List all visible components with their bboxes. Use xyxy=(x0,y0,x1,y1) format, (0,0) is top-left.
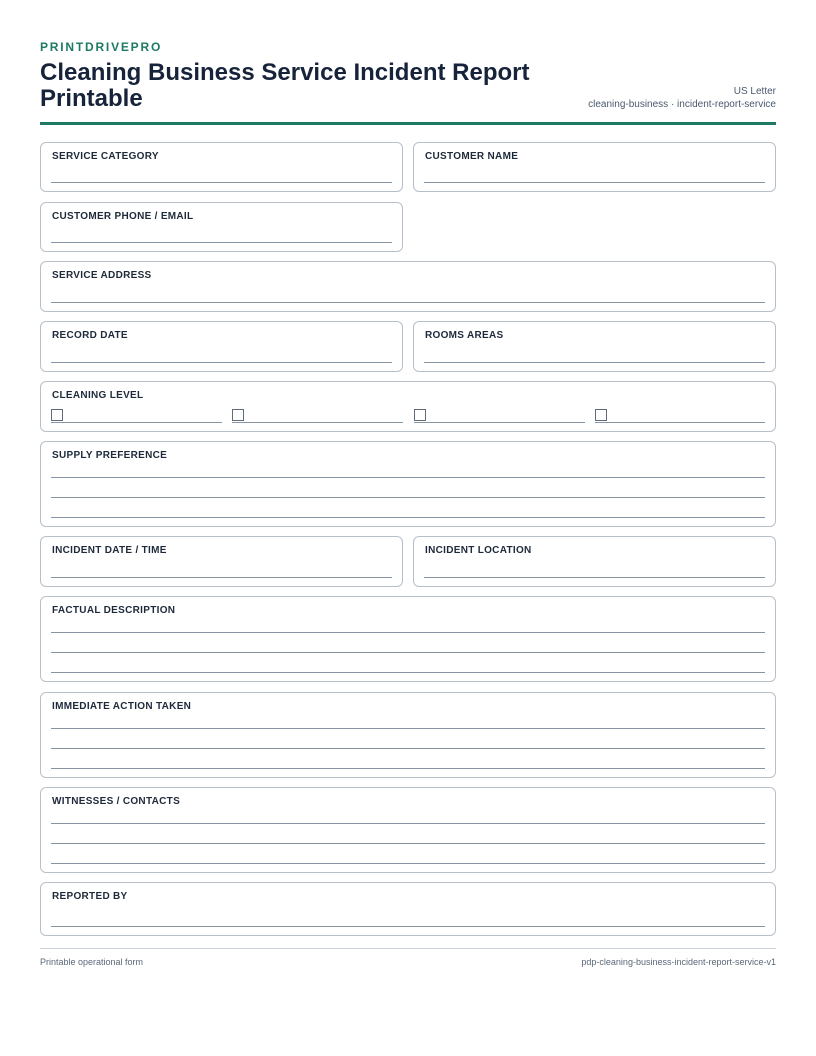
option-line xyxy=(51,422,222,423)
cleaning-level-option-3 xyxy=(414,409,585,423)
cleaning-level-option-4 xyxy=(595,409,765,423)
checkbox[interactable] xyxy=(595,409,607,421)
supply-preference-field xyxy=(40,441,776,527)
record-date-field xyxy=(40,321,403,372)
customer-contact-label: CUSTOMER PHONE / EMAIL xyxy=(52,211,194,222)
cleaning-level-field xyxy=(40,381,776,432)
incident-datetime-field xyxy=(40,536,403,587)
rooms-areas-input-line[interactable] xyxy=(424,362,765,363)
incident-datetime-input-line[interactable] xyxy=(51,577,392,578)
checkbox[interactable] xyxy=(232,409,244,421)
factual-description-line-1[interactable] xyxy=(51,632,765,633)
witnesses-line-2[interactable] xyxy=(51,843,765,844)
supply-preference-line-2[interactable] xyxy=(51,497,765,498)
cleaning-level-label: CLEANING LEVEL xyxy=(52,390,144,401)
cleaning-level-option-1 xyxy=(51,409,222,423)
immediate-action-line-3[interactable] xyxy=(51,768,765,769)
incident-location-label: INCIDENT LOCATION xyxy=(425,545,532,556)
option-line xyxy=(232,422,403,423)
factual-description-line-2[interactable] xyxy=(51,652,765,653)
brand-logo: PRINTDRIVEPRO xyxy=(40,40,163,54)
service-address-input-line[interactable] xyxy=(51,302,765,303)
form-id: pdp-cleaning-business-incident-report-service-v1 xyxy=(581,957,776,967)
incident-location-input-line[interactable] xyxy=(424,577,765,578)
immediate-action-line-1[interactable] xyxy=(51,728,765,729)
page-title: Cleaning Business Service Incident Report Printable xyxy=(40,59,530,112)
supply-preference-label: SUPPLY PREFERENCE xyxy=(52,450,168,461)
rooms-areas-field xyxy=(413,321,776,372)
customer-name-label: CUSTOMER NAME xyxy=(425,151,519,162)
customer-name-field xyxy=(413,142,776,192)
record-date-input-line[interactable] xyxy=(51,362,392,363)
cleaning-level-option-2 xyxy=(232,409,403,423)
reported-by-field xyxy=(40,882,776,936)
factual-description-label: FACTUAL DESCRIPTION xyxy=(52,605,176,616)
footer-note: Printable operational form xyxy=(40,957,144,967)
factual-description-line-3[interactable] xyxy=(51,672,765,673)
witnesses-label: WITNESSES / CONTACTS xyxy=(52,796,181,807)
incident-datetime-label: INCIDENT DATE / TIME xyxy=(52,545,167,556)
reported-by-input-line[interactable] xyxy=(51,926,765,927)
immediate-action-label: IMMEDIATE ACTION TAKEN xyxy=(52,701,192,712)
document-meta xyxy=(588,85,776,111)
footer-rule xyxy=(40,948,776,949)
supply-preference-line-3[interactable] xyxy=(51,517,765,518)
incident-location-field xyxy=(413,536,776,587)
witnesses-field xyxy=(40,787,776,873)
rooms-areas-label: ROOMS AREAS xyxy=(425,330,504,341)
option-line xyxy=(414,422,585,423)
customer-contact-input-line[interactable] xyxy=(51,242,392,243)
option-line xyxy=(595,422,765,423)
service-address-field xyxy=(40,261,776,312)
service-address-label: SERVICE ADDRESS xyxy=(52,270,152,281)
witnesses-line-3[interactable] xyxy=(51,863,765,864)
checkbox[interactable] xyxy=(51,409,63,421)
service-category-input-line[interactable] xyxy=(51,182,392,183)
customer-name-input-line[interactable] xyxy=(424,182,765,183)
checkbox[interactable] xyxy=(414,409,426,421)
service-category-field xyxy=(40,142,403,192)
supply-preference-line-1[interactable] xyxy=(51,477,765,478)
document-tags: cleaning-business · incident-report-service xyxy=(588,99,776,110)
header-rule xyxy=(40,122,776,125)
witnesses-line-1[interactable] xyxy=(51,823,765,824)
service-category-label: SERVICE CATEGORY xyxy=(52,151,159,162)
immediate-action-field xyxy=(40,692,776,778)
customer-contact-field xyxy=(40,202,403,252)
factual-description-field xyxy=(40,596,776,682)
reported-by-label: REPORTED BY xyxy=(52,891,128,902)
record-date-label: RECORD DATE xyxy=(52,330,128,341)
paper-size: US Letter xyxy=(733,86,776,97)
immediate-action-line-2[interactable] xyxy=(51,748,765,749)
